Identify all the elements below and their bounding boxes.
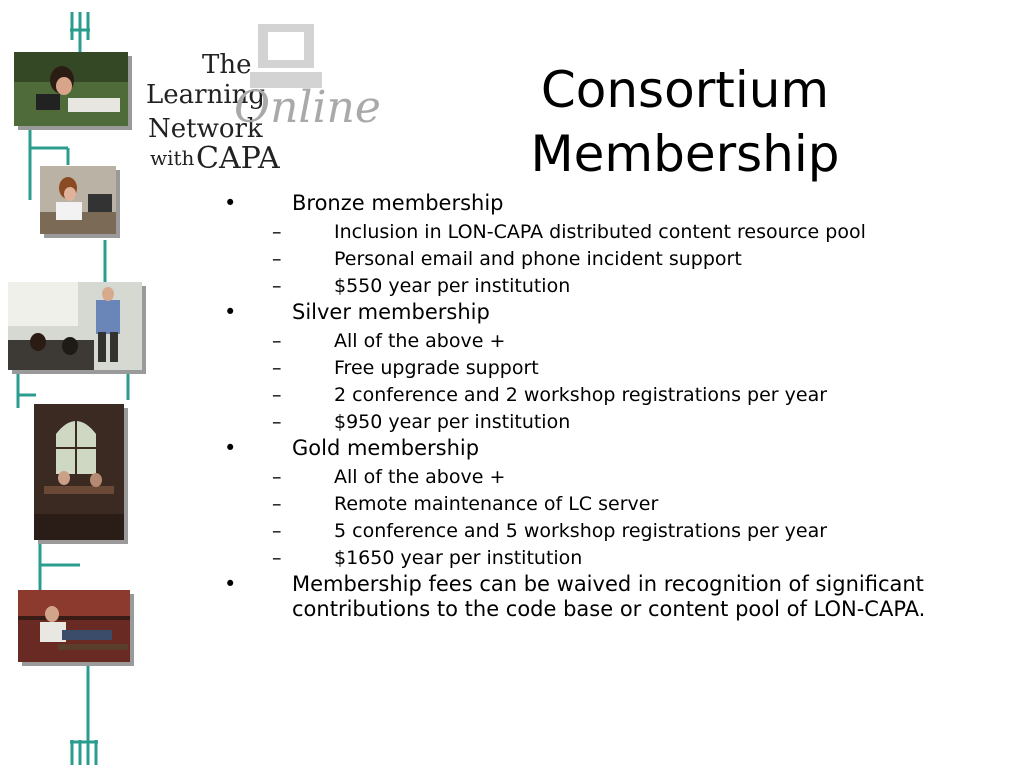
slide-title-line-1: Consortium (540, 61, 830, 119)
dash-marker: – (272, 330, 282, 352)
logo-word-capa: CAPA (196, 141, 280, 176)
bullet-item (220, 191, 940, 216)
sub-bullet-item (220, 547, 940, 569)
sub-bullet-text: 2 conference and 2 workshop registrations per year (334, 384, 828, 406)
logo-word-learning: Learning (146, 80, 266, 110)
dash-marker: – (272, 520, 282, 542)
bullet-marker: • (224, 191, 237, 215)
bullet-text: Gold membership (292, 436, 480, 460)
sub-bullet-item (220, 466, 940, 488)
slide-title (505, 58, 865, 186)
sub-bullet-item (220, 520, 940, 542)
dash-marker: – (272, 411, 282, 433)
sub-bullet-item (220, 493, 940, 515)
bullet-marker: • (224, 300, 237, 324)
dash-marker: – (272, 221, 282, 243)
sub-bullet-text: $1650 year per institution (334, 547, 583, 569)
logo-word-with: with (150, 146, 195, 170)
sub-bullet-item (220, 221, 940, 243)
photo-student-with-laptop (14, 52, 128, 126)
logo-word-the: The (202, 50, 252, 80)
sub-bullet-item (220, 275, 940, 297)
lon-capa-logo (146, 20, 396, 190)
bullet-marker: • (224, 572, 237, 596)
logo-word-network: Network (148, 114, 263, 144)
dash-marker: – (272, 466, 282, 488)
dash-marker: – (272, 493, 282, 515)
sub-bullet-text: $950 year per institution (334, 411, 571, 433)
dash-marker: – (272, 357, 282, 379)
dash-marker: – (272, 248, 282, 270)
photo-library-study-hall (34, 404, 124, 540)
sub-bullet-item (220, 357, 940, 379)
bullet-marker: • (224, 436, 237, 460)
sub-bullet-text: Free upgrade support (334, 357, 539, 379)
photo-lecture-classroom (8, 282, 142, 370)
bullet-text: Bronze membership (292, 191, 504, 215)
photo-student-at-computer (40, 166, 116, 234)
sub-bullet-text: Personal email and phone incident support (334, 248, 742, 270)
sub-bullet-text: Inclusion in LON-CAPA distributed content resource pool (334, 221, 866, 243)
dash-marker: – (272, 275, 282, 297)
sub-bullet-text: Remote maintenance of LC server (334, 493, 659, 515)
slide-title-line-2: Membership (530, 125, 840, 183)
sub-bullet-item (220, 248, 940, 270)
bullet-item (220, 300, 940, 325)
dash-marker: – (272, 384, 282, 406)
bullet-item (220, 572, 940, 622)
bullet-list (220, 188, 940, 622)
photo-student-reading (18, 590, 130, 662)
sub-bullet-text: $550 year per institution (334, 275, 571, 297)
sub-bullet-text: All of the above + (334, 330, 506, 352)
dash-marker: – (272, 547, 282, 569)
bullet-text: Membership fees can be waived in recognition of significant contributions to the code base or content pool of LON-CAPA. (292, 572, 926, 621)
logo-word-online: Online (234, 82, 381, 133)
sub-bullet-text: 5 conference and 5 workshop registrations per year (334, 520, 828, 542)
bullet-item (220, 436, 940, 461)
sub-bullet-item (220, 330, 940, 352)
sub-bullet-text: All of the above + (334, 466, 506, 488)
sub-bullet-item (220, 384, 940, 406)
bullet-text: Silver membership (292, 300, 490, 324)
sub-bullet-item (220, 411, 940, 433)
